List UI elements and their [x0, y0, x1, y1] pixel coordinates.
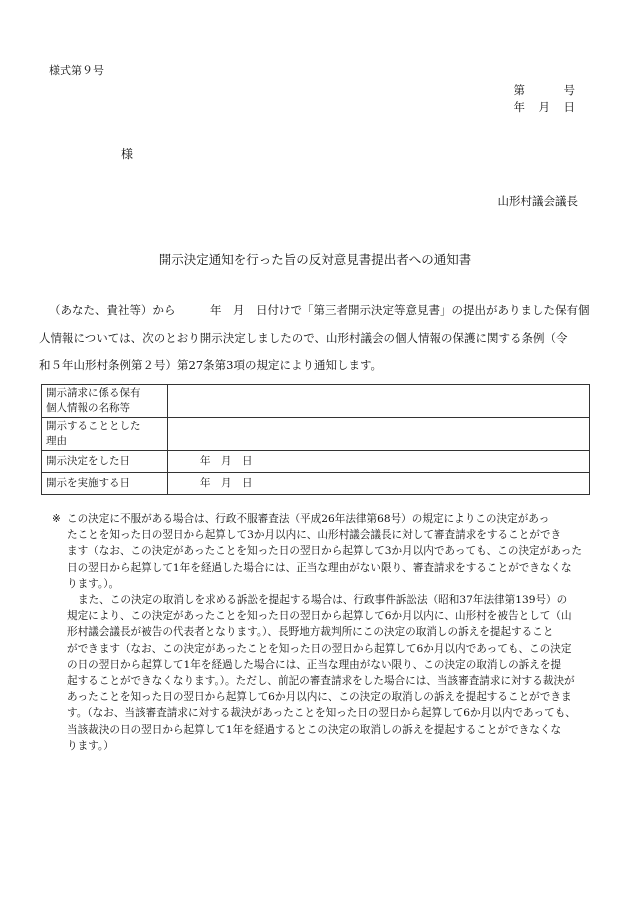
note-paragraph-2 — [52, 592, 584, 754]
notes-section — [52, 511, 584, 754]
table-value-cell: 年 月 日 — [168, 451, 590, 473]
body-line-2: 人情報については、次のとおり開示決定しましたので、山形村議会の個人情報の保護に関する条例（令 — [39, 331, 568, 345]
note-line: ます（なお、この決定があったことを知った日の翌日から起算して3か月以内であっても、この決定があった — [67, 545, 582, 558]
document-number: 第 号 — [513, 83, 576, 97]
table-label-cell: 開示を実施する日 — [42, 473, 168, 495]
table-row — [42, 473, 590, 495]
table-label-line: 開示することとした — [46, 420, 141, 432]
note-line: す。（なお、当該審査請求に対する裁決があったことを知った日の翌日から起算して6か月以内であっても、 — [67, 707, 576, 720]
note-mark: ※ — [52, 513, 61, 525]
note-line: ります。） — [67, 739, 114, 752]
note-line: あったことを知った日の翌日から起算して6か月以内に、この決定の取消しの訴えを提起することができま — [67, 691, 572, 704]
sender-name: 山形村議会議長 — [497, 194, 578, 208]
note-line: また、この決定の取消しを求める訴訟を提起する場合は、行政事件訴訟法（昭和37年法律第139号）の — [78, 594, 568, 607]
note-line: 日の翌日から起算して1年を経過した場合には、正当な理由がない限り、審査請求をすることができなくな — [67, 561, 572, 574]
table-row — [42, 385, 590, 418]
table-label-line: 個人情報の名称等 — [46, 402, 130, 414]
document-title: 開示決定通知を行った旨の反対意見書提出者への通知書 — [158, 252, 472, 267]
form-number: 様式第９号 — [49, 64, 104, 77]
body-line-3: 和５年山形村条例第２号）第27条第3項の規定により通知します。 — [39, 358, 383, 372]
body-line-1: （あなた、貴社等）から 年 月 日付けで「第三者開示決定等意見書」の提出がありました保有個 — [49, 303, 590, 317]
addressee-suffix: 様 — [121, 147, 134, 161]
note-line: ができます（なお、この決定があったことを知った日の翌日から起算して6か月以内であっても、この決定 — [67, 642, 572, 655]
table-label-cell — [42, 385, 168, 418]
table-label-line: 開示請求に係る保有 — [46, 387, 141, 399]
table-label-cell — [42, 418, 168, 451]
table-value-cell — [168, 418, 590, 451]
table-value-cell: 年 月 日 — [168, 473, 590, 495]
table-label-line: 理由 — [46, 435, 67, 447]
note-line: この決定に不服がある場合は、行政不服審査法（平成26年法律第68号）の規定によりこの決定があっ — [67, 513, 550, 525]
note-paragraph-1 — [52, 511, 584, 592]
note-line: たことを知った日の翌日から起算して3か月以内に、山形村議会議長に対して審査請求をすることができ — [67, 529, 562, 542]
table-row — [42, 418, 590, 451]
table-value-cell — [168, 385, 590, 418]
note-line: の日の翌日から起算して1年を経過した場合には、正当な理由がない限り、この決定の取消しの訴えを提 — [67, 658, 562, 671]
note-line: 形村議会議長が被告の代表者となります。）、長野地方裁判所にこの決定の取消しの訴えを提起すること — [67, 626, 554, 639]
info-table — [41, 384, 590, 495]
note-line: 当該裁決の日の翌日から起算して1年を経過するとこの決定の取消しの訴えを提起することができなくな — [67, 723, 562, 736]
table-row — [42, 451, 590, 473]
table-label-cell: 開示決定をした日 — [42, 451, 168, 473]
document-date: 年 月 日 — [513, 100, 576, 114]
note-line: 規定により、この決定があったことを知った日の翌日から起算して6か月以内に、山形村を被告として（山 — [67, 610, 572, 623]
note-line: 起することができなくなります。）。ただし、前記の審査請求をした場合には、当該審査請求に対する裁決が — [67, 675, 575, 688]
note-line: ります。）。 — [67, 577, 120, 590]
